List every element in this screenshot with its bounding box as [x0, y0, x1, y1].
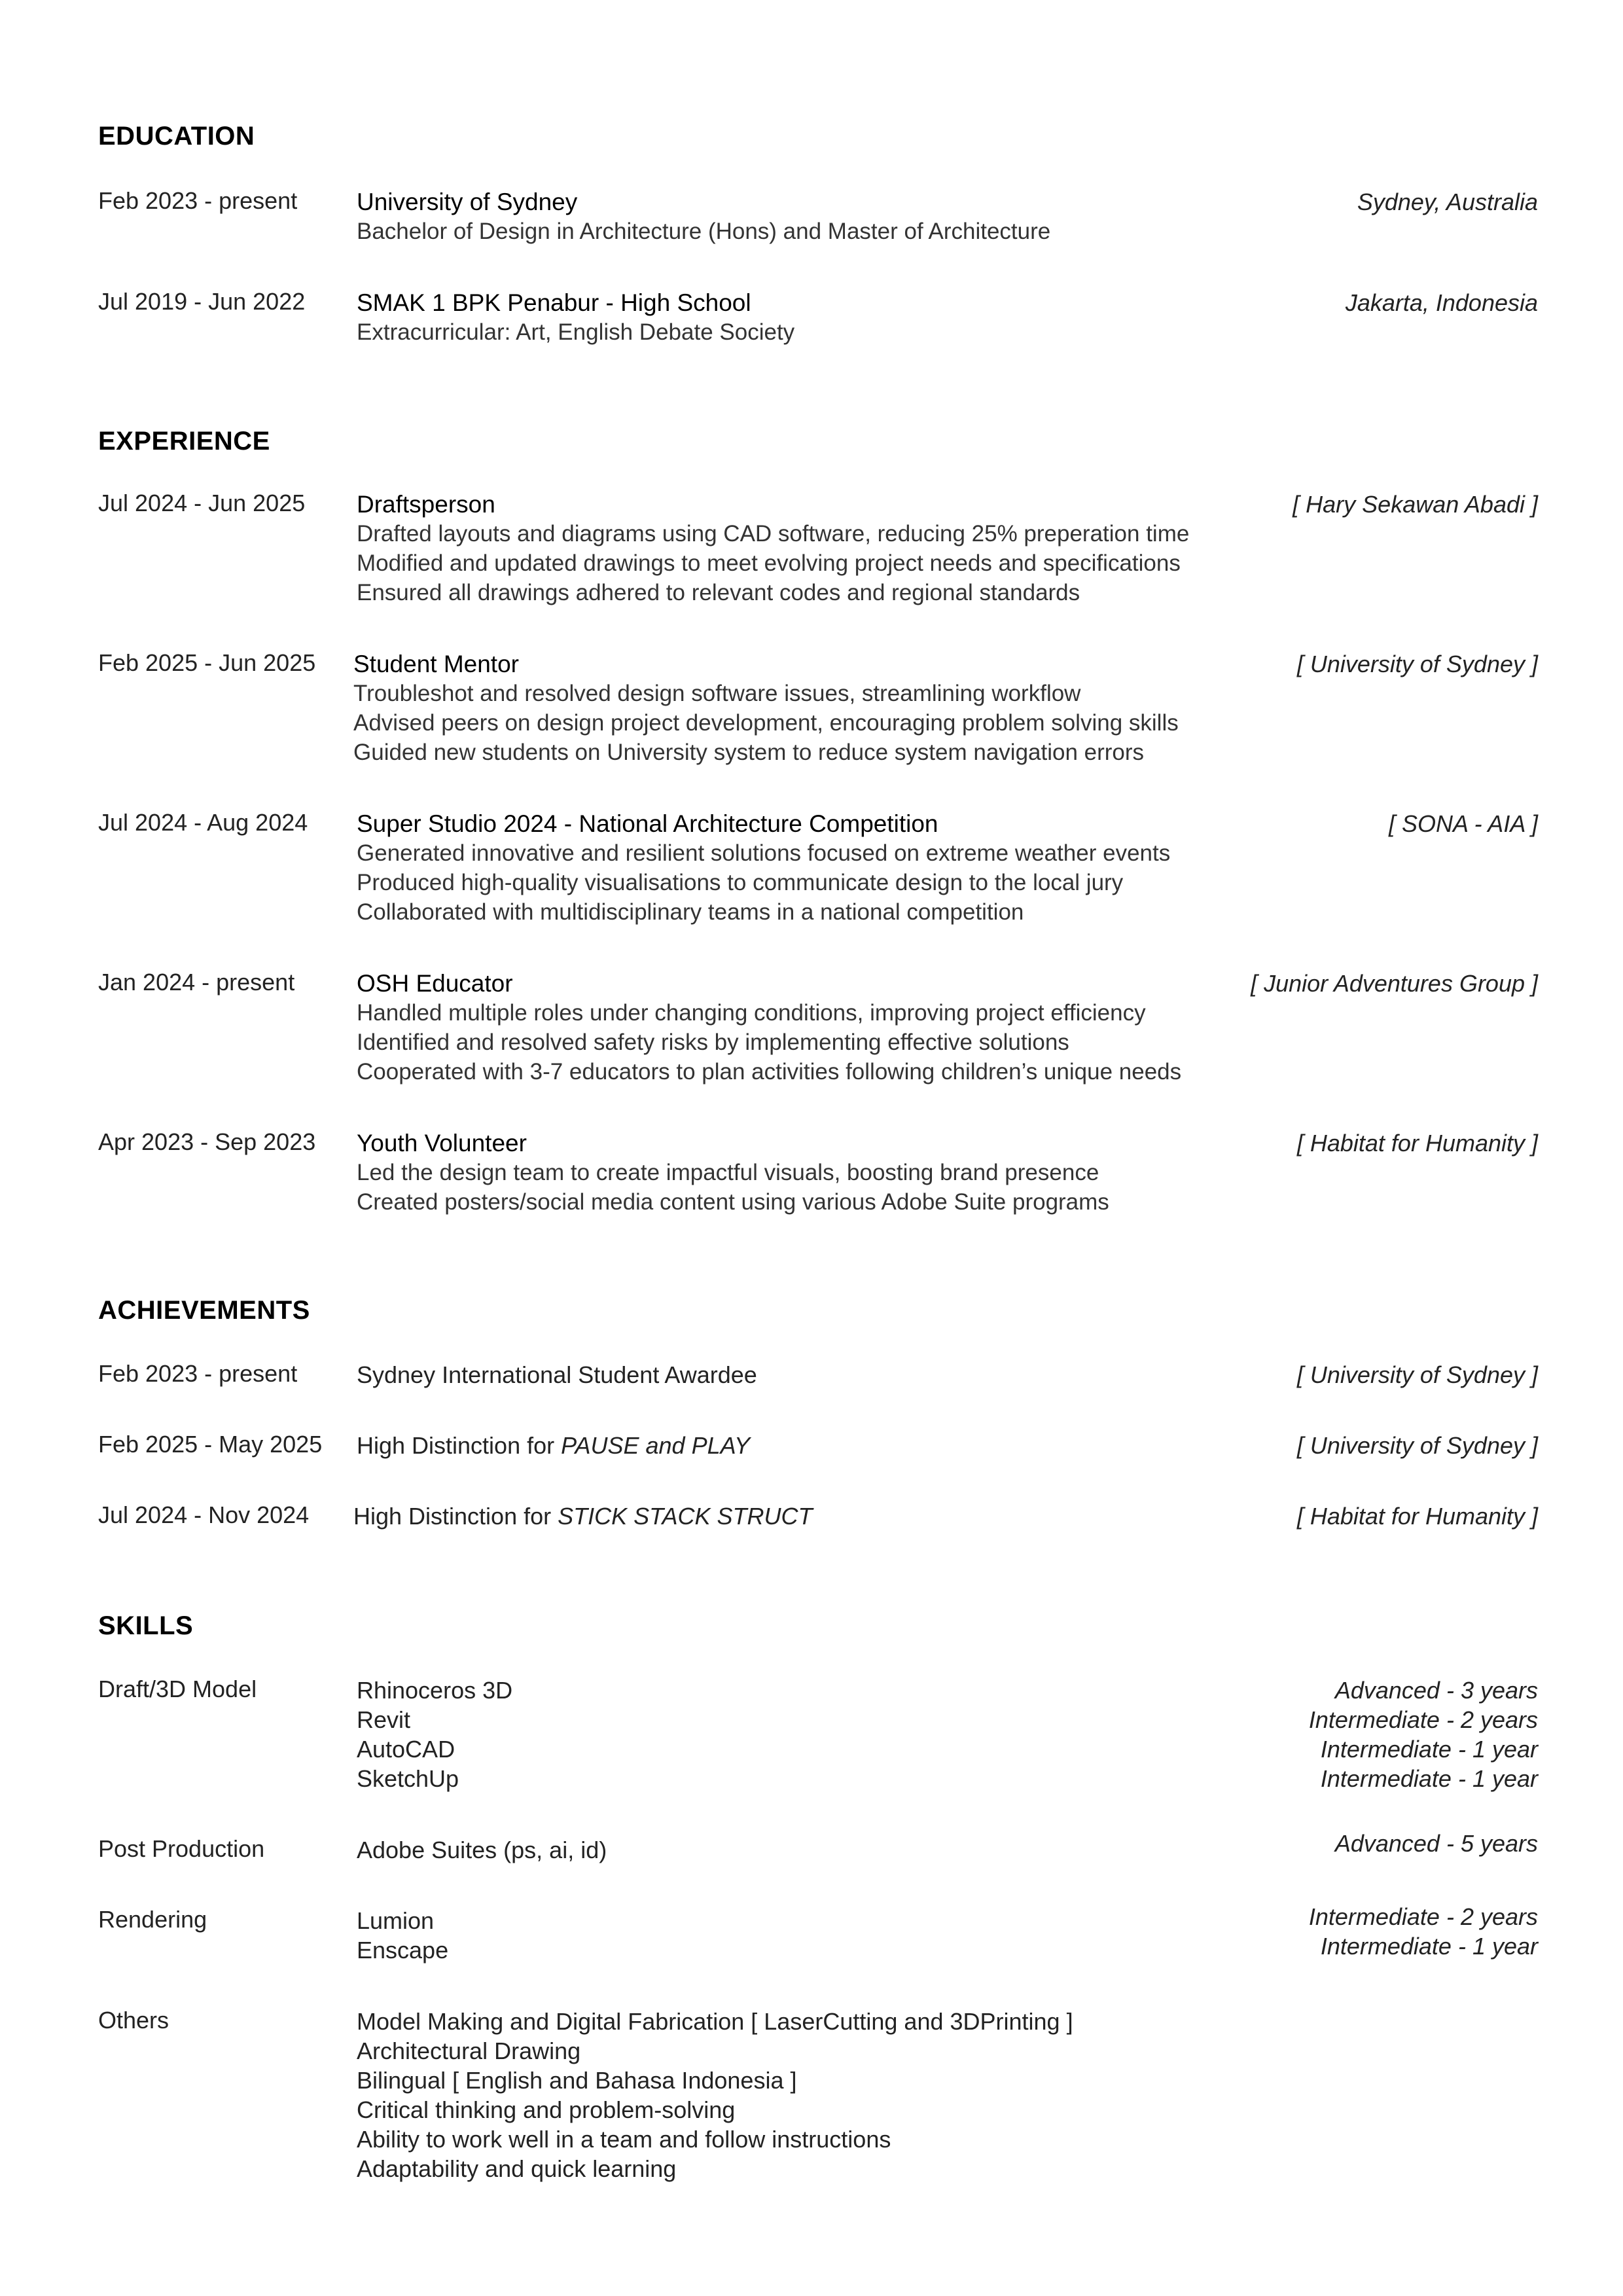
skill-item: Lumion	[357, 1907, 435, 1934]
entry-detail: Led the design team to create impactful visuals, boosting brand presence	[357, 1160, 1099, 1185]
entry-detail: Handled multiple roles under changing conditions, improving project efficiency	[357, 1000, 1146, 1026]
entry-detail: Troubleshot and resolved design software issues, streamlining workflow	[353, 681, 1081, 706]
entry-organization: [ Hary Sekawan Abadi ]	[1293, 491, 1538, 518]
section-heading: EXPERIENCE	[98, 427, 270, 456]
entry-detail: Advised peers on design project development, encouraging problem solving skills	[353, 710, 1179, 736]
entry-title: Draftsperson	[357, 491, 495, 518]
entry-organization: [ University of Sydney ]	[1296, 651, 1538, 677]
skill-item: Bilingual [ English and Bahasa Indonesia ]	[357, 2067, 797, 2094]
skill-category: Rendering	[98, 1906, 207, 1933]
skill-item: Enscape	[357, 1937, 449, 1964]
skill-item: Architectural Drawing	[357, 2037, 581, 2064]
skill-level: Intermediate - 2 years	[1308, 1706, 1538, 1733]
entry-date: Jul 2024 - Jun 2025	[98, 490, 306, 516]
entry-detail: Extracurricular: Art, English Debate Society	[357, 319, 795, 345]
achievement-project: STICK STACK STRUCT	[558, 1503, 813, 1530]
entry-organization: [ Habitat for Humanity ]	[1296, 1130, 1538, 1157]
entry-detail: Created posters/social media content using various Adobe Suite programs	[357, 1189, 1109, 1215]
skill-item: Adaptability and quick learning	[357, 2155, 677, 2182]
skill-item: Ability to work well in a team and follow instructions	[357, 2126, 891, 2153]
entry-location: Sydney, Australia	[1357, 188, 1538, 215]
entry-date: Apr 2023 - Sep 2023	[98, 1128, 316, 1155]
entry-organization: [ Habitat for Humanity ]	[1296, 1503, 1538, 1530]
entry-location: Jakarta, Indonesia	[1345, 289, 1538, 316]
entry-date: Feb 2025 - May 2025	[98, 1431, 323, 1458]
entry-date: Jan 2024 - present	[98, 969, 295, 996]
entry-organization: [ University of Sydney ]	[1296, 1361, 1538, 1388]
entry-title: Youth Volunteer	[357, 1130, 527, 1157]
entry-organization: [ University of Sydney ]	[1296, 1432, 1538, 1459]
entry-organization: [ Junior Adventures Group ]	[1251, 970, 1538, 997]
entry-date: Feb 2023 - present	[98, 187, 298, 214]
entry-detail: Drafted layouts and diagrams using CAD software, reducing 25% preperation time	[357, 521, 1190, 547]
skill-item: Rhinoceros 3D	[357, 1677, 513, 1704]
entry-title: Student Mentor	[353, 651, 519, 677]
skill-item: Revit	[357, 1706, 411, 1733]
skill-category: Others	[98, 2007, 169, 2034]
entry-date: Feb 2023 - present	[98, 1360, 298, 1387]
skill-item: Critical thinking and problem-solving	[357, 2096, 736, 2123]
section-heading: SKILLS	[98, 1611, 194, 1640]
entry-detail: Generated innovative and resilient solutions focused on extreme weather events	[357, 840, 1171, 866]
skill-item: SketchUp	[357, 1765, 459, 1792]
achievement-text: Sydney International Student Awardee	[357, 1361, 757, 1388]
section-heading: ACHIEVEMENTS	[98, 1296, 310, 1325]
achievement-text: High Distinction for	[357, 1432, 562, 1459]
entry-date: Jul 2024 - Nov 2024	[98, 1501, 310, 1528]
skill-level: Intermediate - 1 year	[1320, 1933, 1538, 1960]
entry-detail: Cooperated with 3-7 educators to plan activities following children’s unique needs	[357, 1059, 1182, 1085]
entry-detail: Bachelor of Design in Architecture (Hons) and Master of Architecture	[357, 219, 1051, 244]
entry-date: Feb 2025 - Jun 2025	[98, 649, 316, 676]
entry-detail: Produced high-quality visualisations to communicate design to the local jury	[357, 870, 1124, 895]
entry-organization: [ SONA - AIA ]	[1388, 810, 1538, 837]
entry-date: Jul 2024 - Aug 2024	[98, 809, 308, 836]
entry-title: SMAK 1 BPK Penabur - High School	[357, 289, 751, 316]
skill-level: Intermediate - 1 year	[1320, 1736, 1538, 1763]
achievement-text: High Distinction for	[353, 1503, 558, 1530]
skill-level: Intermediate - 1 year	[1320, 1765, 1538, 1792]
skill-category: Draft/3D Model	[98, 1676, 257, 1702]
skill-item: Adobe Suites (ps, ai, id)	[357, 1837, 607, 1863]
skill-level: Advanced - 5 years	[1334, 1830, 1538, 1857]
skill-item: AutoCAD	[357, 1736, 455, 1763]
entry-detail: Guided new students on University system to reduce system navigation errors	[353, 740, 1145, 765]
achievement-project: PAUSE and PLAY	[561, 1432, 750, 1459]
skill-level: Advanced - 3 years	[1334, 1677, 1538, 1704]
entry-detail: Collaborated with multidisciplinary teams in a national competition	[357, 899, 1024, 925]
entry-detail: Ensured all drawings adhered to relevant codes and regional standards	[357, 580, 1080, 605]
entry-title: OSH Educator	[357, 970, 513, 997]
entry-date: Jul 2019 - Jun 2022	[98, 288, 306, 315]
entry-title: Super Studio 2024 - National Architecture Competition	[357, 810, 938, 837]
section-heading: EDUCATION	[98, 122, 255, 151]
entry-detail: Identified and resolved safety risks by implementing effective solutions	[357, 1030, 1069, 1055]
entry-title: University of Sydney	[357, 188, 578, 215]
skill-item: Model Making and Digital Fabrication [ LaserCutting and 3DPrinting ]	[357, 2008, 1073, 2035]
skill-level: Intermediate - 2 years	[1308, 1903, 1538, 1930]
entry-detail: Modified and updated drawings to meet evolving project needs and specifications	[357, 550, 1181, 576]
skill-category: Post Production	[98, 1835, 265, 1862]
